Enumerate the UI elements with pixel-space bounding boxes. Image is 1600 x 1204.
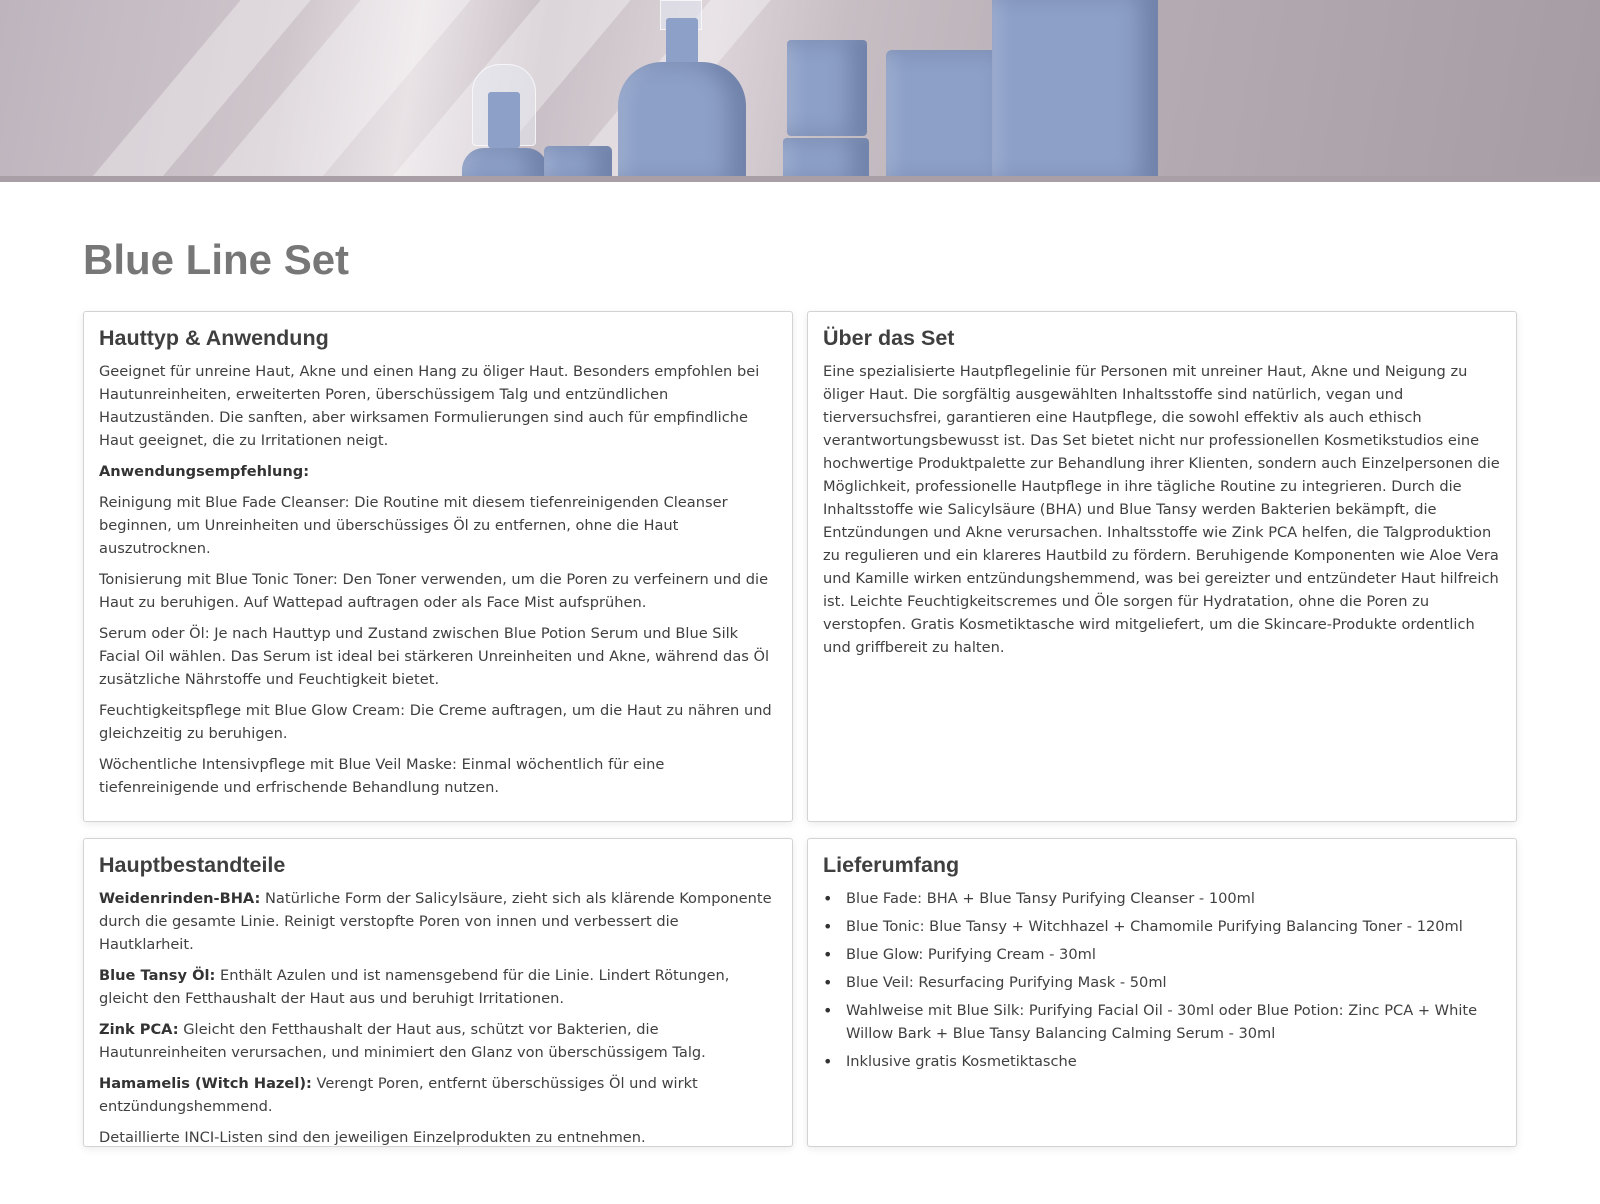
about-text: Eine spezialisierte Hautpflegelinie für Personen mit unreiner Haut, Akne und Neigung zu öliger Haut. Die sorgfältig ausgewählten Inhaltsstoffe sind natürlich, vegan und tierversuchsfrei, garantieren eine Hautpflege, die sowohl effektiv als auch ethisch verantwortungsbewusst ist. Das Set bietet nicht nur professionellen Kosmetikstudios eine hochwertige Produktpalette zur Behandlung ihrer Klienten, sondern auch Einzelpersonen die Möglichkeit, professionelle Hautpflege in ihre tägliche Routine zu integrieren. Durch die Inhaltsstoffe wie Salicylsäure (BHA) und Blue Tansy werden Bakterien bekämpft, die Entzündungen und Akne verursachen. Inhaltsstoffe wie Zink PCA helfen, die Talgproduktion zu regulieren und ein klareres Hautbild zu fördern. Beruhigende Komponenten wie Aloe Vera und Kamille wirken entzündungshemmend, was bei gereizter und entzündeter Haut hilfreich ist. Leichte Feuchtigkeitscremes und Öle sorgen für Hydratation, ohne die Poren zu verstopfen. Gratis Kosmetiktasche wird mitgeliefert, um die Skincare-Produkte ordentlich und griffbereit zu halten. bbox=[823, 363, 1500, 656]
list-item: • Blue Glow: Purifying Cream - 30ml bbox=[823, 943, 1501, 966]
list-item: • Blue Veil: Resurfacing Purifying Mask - 50ml bbox=[823, 971, 1501, 994]
card-heading: Lieferumfang bbox=[823, 853, 960, 877]
large-bottle bbox=[618, 62, 746, 182]
tube-large bbox=[992, 0, 1158, 182]
list-item: • Blue Fade: BHA + Blue Tansy Purifying Cleanser - 100ml bbox=[823, 887, 1501, 910]
ingredient-item: Weidenrinden-BHA: Natürliche Form der Salicylsäure, zieht sich als klärende Komponente durch die gesamte Linie. Reinigt verstopfte Poren von innen und verbessert die Hautklarheit. bbox=[99, 890, 772, 953]
slim-bottle-cap bbox=[787, 40, 867, 136]
step-item: Wöchentliche Intensivpflege mit Blue Veil Maske: Einmal wöchentlich für eine tiefenreinigende und erfrischende Behandlung nutzen. bbox=[99, 756, 665, 796]
list-item: • Blue Tonic: Blue Tansy + Witchhazel + Chamomile Purifying Balancing Toner - 120ml bbox=[823, 915, 1501, 938]
ingredient-item: Zink PCA: Gleicht den Fetthaushalt der Haut aus, schützt vor Bakterien, die Hautunreinheiten verursachen, und minimiert den Glanz von überschüssigem Talg. bbox=[99, 1021, 706, 1061]
list-item: • Wahlweise mit Blue Silk: Purifying Facial Oil - 30ml oder Blue Potion: Zinc PCA + White Willow Bark + Blue Tansy Balancing Calming Serum - 30ml bbox=[823, 999, 1501, 1045]
ingredient-item: Hamamelis (Witch Hazel): Verengt Poren, entfernt überschüssiges Öl und wirkt entzündungshemmend. bbox=[99, 1075, 698, 1115]
card-hauttyp-anwendung bbox=[83, 311, 793, 822]
step-item: Feuchtigkeitspflege mit Blue Glow Cream: Die Creme auftragen, um die Haut zu nähren und gleichzeitig zu beruhigen. bbox=[99, 702, 772, 742]
subheading: Anwendungsempfehlung: bbox=[99, 463, 310, 480]
card-hauptbestandteile bbox=[83, 838, 793, 1147]
page-title: Blue Line Set bbox=[83, 236, 350, 283]
step-item: Tonisierung mit Blue Tonic Toner: Den Toner verwenden, um die Poren zu verfeinern und die Haut zu beruhigen. Auf Wattepad auftragen oder als Face Mist aufsprühen. bbox=[99, 571, 769, 611]
hero-banner-image bbox=[0, 0, 1600, 182]
list-item: • Inklusive gratis Kosmetiktasche bbox=[823, 1050, 1501, 1073]
ingredient-item: Blue Tansy Öl: Enthält Azulen und ist namensgebend für die Linie. Lindert Rötungen, gleicht den Fetthaushalt der Haut aus und beruhigt Irritationen. bbox=[99, 967, 730, 1007]
card-heading: Über das Set bbox=[823, 326, 955, 350]
card-lieferumfang bbox=[807, 838, 1517, 1147]
card-heading: Hauptbestandteile bbox=[99, 853, 286, 877]
card-ueber-das-set bbox=[807, 311, 1517, 822]
step-item: Reinigung mit Blue Fade Cleanser: Die Routine mit diesem tiefenreinigenden Cleanser beginnen, um Unreinheiten und überschüssiges Öl zu entfernen, ohne die Haut auszutrocknen. bbox=[99, 494, 728, 557]
card-heading: Hauttyp & Anwendung bbox=[99, 326, 329, 350]
delivery-list bbox=[823, 887, 1501, 1073]
inci-note: Detaillierte INCI-Listen sind den jeweiligen Einzelprodukten zu entnehmen. bbox=[99, 1129, 646, 1146]
intro-text: Geeignet für unreine Haut, Akne und einen Hang zu öliger Haut. Besonders empfohlen bei Hautunreinheiten, erweiterten Poren, überschüssigem Talg und entzündlichen Hautzuständen. Die sanften, aber wirksamen Formulierungen sind auch für empfindliche Haut geeignet, die zu Irritationen neigt. bbox=[99, 363, 760, 449]
step-item: Serum oder Öl: Je nach Hauttyp und Zustand zwischen Blue Potion Serum und Blue Silk Facial Oil wählen. Das Serum ist ideal bei stärkeren Unreinheiten und Akne, während das Öl zusätzliche Nährstoffe und Feuchtigkeit bietet. bbox=[99, 625, 770, 688]
